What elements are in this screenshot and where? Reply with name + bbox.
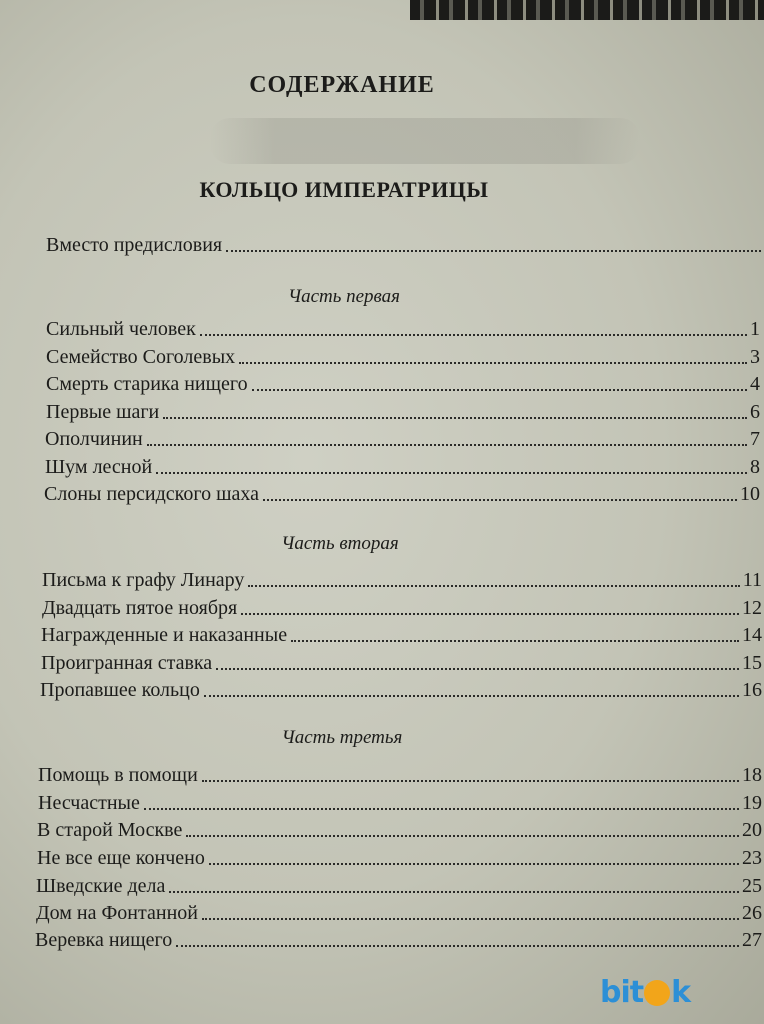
toc-entry-page: 8 (750, 456, 760, 478)
toc-entry-page: 20 (742, 819, 762, 841)
toc-entry-label: Помощь в помощи (38, 764, 198, 786)
dot-leader (241, 613, 739, 615)
toc-entry-page: 3 (750, 346, 760, 368)
toc-entry-page: 10 (740, 483, 760, 505)
toc-entry-label: Ополчинин (45, 428, 143, 450)
toc-entry (41, 618, 762, 646)
toc-entry (41, 646, 762, 674)
dot-leader (186, 835, 739, 837)
part-heading: Часть третья (281, 727, 403, 748)
toc-entry (45, 422, 760, 450)
toc-entry (40, 673, 762, 701)
dot-leader (263, 499, 737, 501)
book-title: КОЛЬЦО ИМПЕРАТРИЦЫ (199, 177, 489, 202)
toc-entry-page: 23 (742, 847, 762, 869)
dot-leader (204, 695, 739, 697)
toc-entry-page: 15 (742, 652, 762, 674)
watermark-logo (600, 972, 756, 1012)
toc-entry (36, 869, 762, 897)
top-ornament-border (410, 0, 764, 20)
toc-entry-label: Слоны персидского шаха (44, 483, 259, 505)
dot-leader (156, 472, 747, 474)
toc-entry-label: Пропавшее кольцо (40, 679, 200, 701)
watermark-suffix: k (671, 974, 691, 1010)
dot-leader (163, 417, 747, 419)
toc-entry-label: Не все еще кончено (37, 847, 205, 869)
toc-entry-label: Сильный человек (46, 318, 196, 340)
toc-entry-page: 1 (750, 318, 760, 340)
toc-entry (38, 758, 762, 786)
dot-leader (202, 918, 739, 920)
dot-leader (216, 668, 739, 670)
toc-entry (46, 395, 760, 423)
toc-entry-page: 11 (742, 569, 762, 591)
dot-leader (202, 780, 739, 782)
dot-leader (147, 444, 747, 446)
toc-entry-page: 26 (742, 902, 762, 924)
part-heading: Часть вторая (281, 533, 399, 554)
toc-entry (44, 477, 760, 505)
toc-entry-label: Проигранная ставка (41, 652, 213, 674)
toc-entry (45, 450, 760, 478)
dot-leader (144, 808, 739, 810)
toc-entry-page: 7 (750, 428, 760, 450)
toc-entry-preface (46, 228, 764, 256)
toc-entry-label: Смерть старика нищего (46, 373, 248, 395)
toc-entry (35, 923, 762, 951)
watermark-prefix: bit (600, 974, 644, 1010)
toc-entry-label: Веревка нищего (35, 929, 173, 951)
dot-leader (291, 640, 739, 642)
toc-entry (42, 591, 762, 619)
toc-entry-page: 6 (750, 401, 760, 423)
coin-icon (644, 980, 670, 1006)
toc-entry (38, 786, 762, 814)
toc-entry-label: Шведские дела (36, 875, 166, 897)
toc-entry (37, 841, 762, 869)
toc-entry-page: 27 (742, 929, 762, 951)
part-heading: Часть первая (287, 286, 401, 307)
toc-entry-page: 4 (750, 373, 760, 395)
toc-entry-page: 25 (742, 875, 762, 897)
dot-leader (200, 334, 747, 336)
toc-entry (42, 563, 762, 591)
toc-entry-label: Первые шаги (46, 401, 160, 423)
toc-entry-page: 16 (742, 679, 762, 701)
dot-leader (239, 362, 747, 364)
toc-entry (46, 367, 760, 395)
toc-entry-page: 19 (742, 792, 762, 814)
toc-entry-label: Дом на Фонтанной (36, 902, 198, 924)
toc-entry-page: 18 (742, 764, 762, 786)
toc-entry-label: Награжденные и наказанные (41, 624, 288, 646)
dot-leader (169, 891, 739, 893)
dot-leader (226, 250, 761, 252)
toc-entry-page: 12 (742, 597, 762, 619)
toc-entry-page: 14 (742, 624, 762, 646)
toc-entry-label: Письма к графу Линару (42, 569, 245, 591)
toc-entry-label: Семейство Соголевых (46, 346, 236, 368)
toc-entry (36, 896, 762, 924)
dot-leader (248, 585, 739, 587)
toc-entry (46, 312, 760, 340)
toc-entry-label: Двадцать пятое ноября (42, 597, 238, 619)
dot-leader (176, 945, 739, 947)
toc-entry-label: Несчастные (38, 792, 140, 814)
page-title: СОДЕРЖАНИЕ (249, 72, 435, 98)
decorative-ornament (210, 118, 640, 164)
dot-leader (209, 863, 739, 865)
toc-entry (46, 340, 760, 368)
toc-entry-label: В старой Москве (37, 819, 183, 841)
toc-entry (37, 813, 762, 841)
dot-leader (252, 389, 747, 391)
toc-entry-label: Вместо предисловия (46, 234, 223, 256)
toc-entry-label: Шум лесной (45, 456, 153, 478)
